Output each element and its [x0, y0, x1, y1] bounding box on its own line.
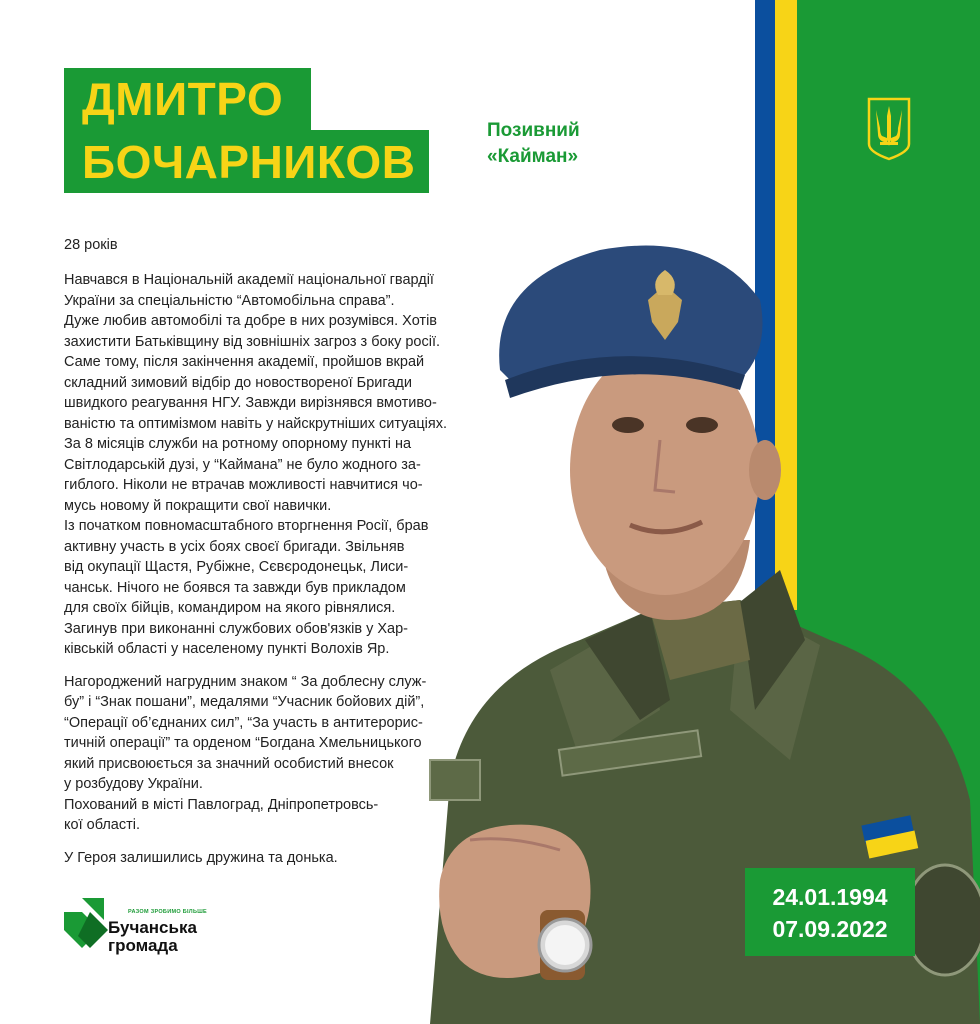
birth-date: 24.01.1994 — [772, 884, 888, 910]
logo-text-line1: Бучанська — [108, 918, 197, 937]
logo-text-line2: громада — [108, 936, 178, 955]
trident-icon — [866, 96, 912, 162]
callsign-value: «Кайман» — [487, 146, 579, 167]
callsign-label: Позивний — [487, 120, 580, 141]
bio-paragraph-3: У Героя залишились дружина та донька. — [64, 849, 338, 866]
bio-paragraph-1: Навчався в Національній академії національної гвардії України за спеціальністю “Автомобільна справа”. Дуже любив автомобілі та добре в них розумівся. Хотів захистити Батьківщину від зовнішніх загроз з боку росії. Саме тому, після закінчення академії, пройшов вкрай складний зимовий відбір до новоствореної Бригади швидкого реагування НГУ. Завжди вирізнявся вмотиво- ваністю та оптимізмом навіть у найскрутніших ситуаціях. За 8 місяців служби на ротному опорному пункті на Світлодарській дузі, у “Каймана” не було жодного за- гиблого. Ніколи не втрачав можливості навчитися чо- мусь новому й покращити свої навички. Із початком повномасштабного вторгнення Росії, брав активну участь в усіх боях своєї бригади. Звільняв від окупації Щастя, Рубіжне, Сєвєродонецьк, Лиси- чанськ. Нічого не боявся та завжди був прикладом для своїх бійців, командиром на якого рівнялися. Загинув при виконанні службових обов'язків у Хар- ківській області у населеному пункті Волохів Яр. — [64, 272, 447, 657]
logo-motto: РАЗОМ ЗРОБИМО БІЛЬШЕ — [128, 909, 208, 915]
age: 28 років — [64, 237, 118, 253]
last-name: БОЧАРНИКОВ — [82, 136, 416, 188]
callsign-block — [487, 118, 580, 170]
first-name: ДМИТРО — [82, 73, 284, 125]
death-date: 07.09.2022 — [772, 916, 888, 942]
bio-paragraph-2: Нагороджений нагрудним знаком “ За доблесну служ- бу” і “Знак пошани”, медалями “Учасник бойових дій”, “Операції об’єднаних сил”, “За участь в антитерорис- тичній операції” та орденом “Богдана Хмельницького який присвоюється за значний особистий внесок у розбудову України. Похований в місті Павлоград, Дніпропетровсь- кої області. — [64, 673, 427, 833]
biography — [64, 270, 464, 880]
life-dates-box — [745, 868, 915, 956]
